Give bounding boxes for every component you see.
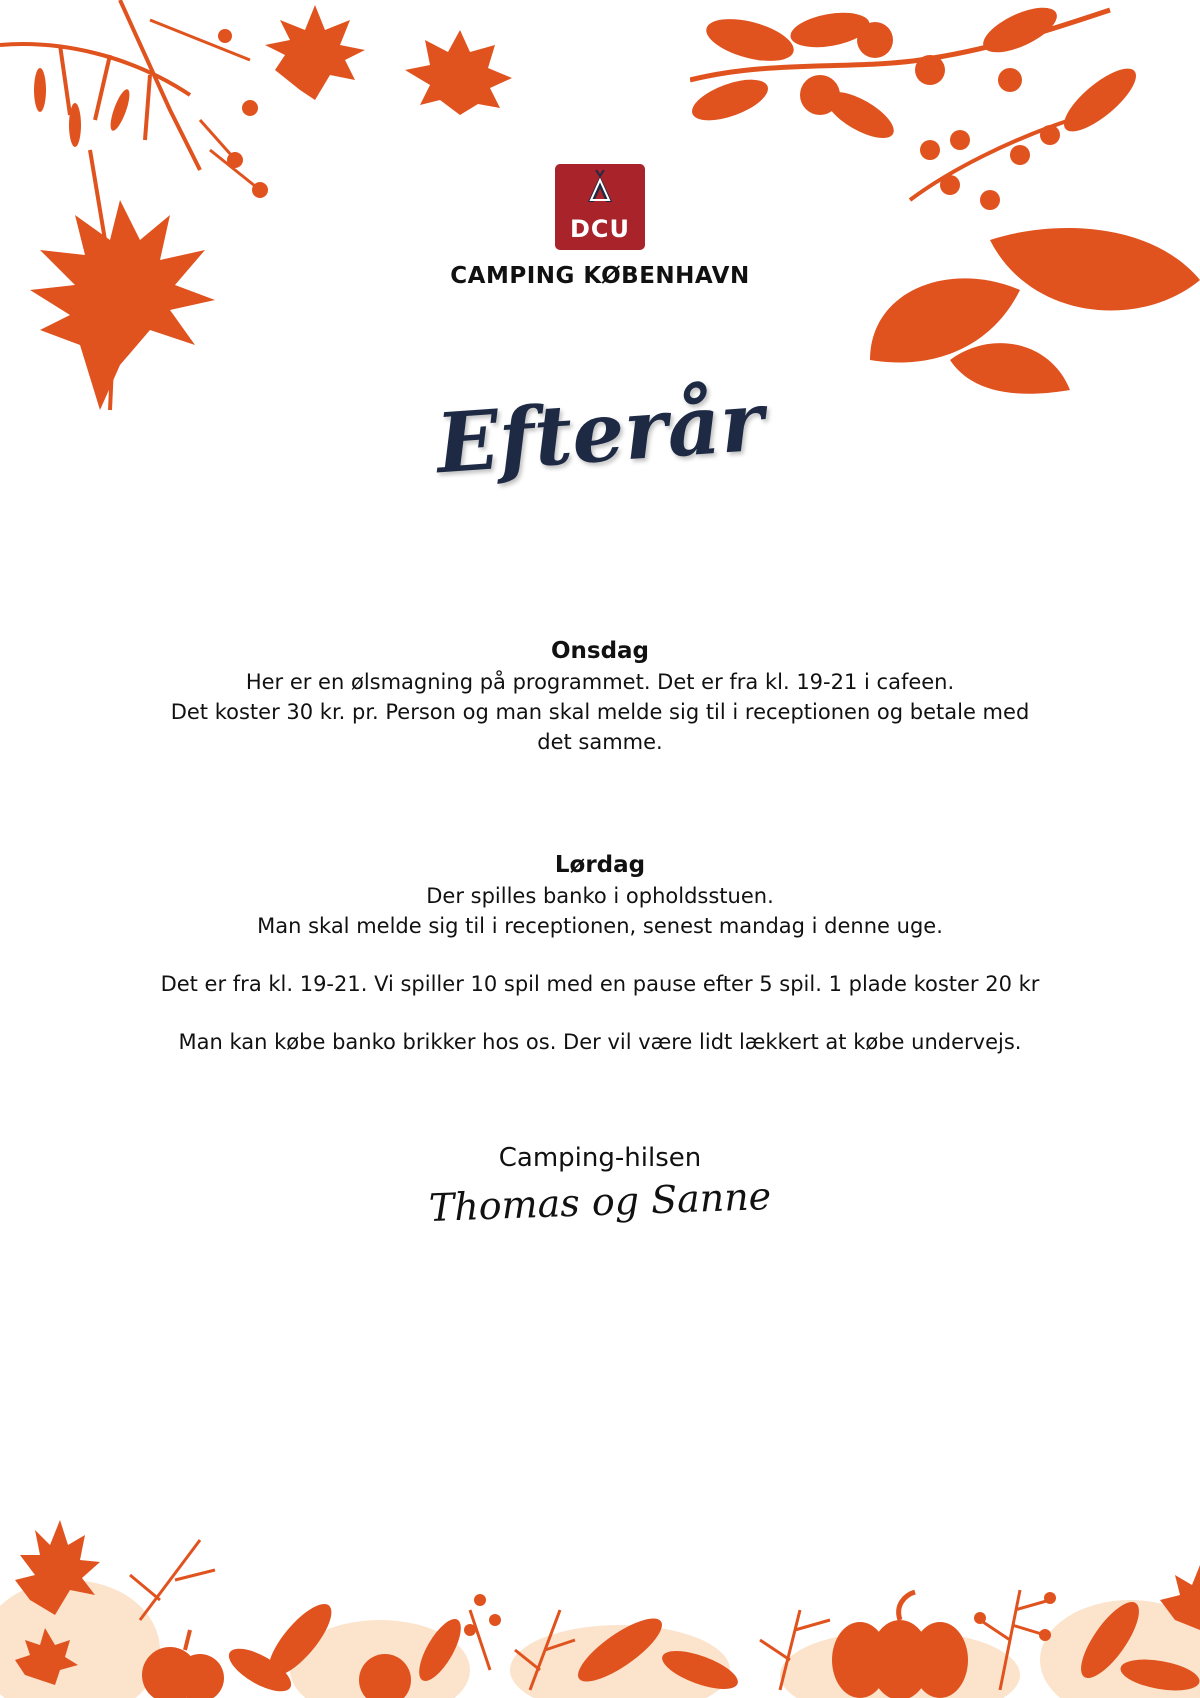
signature: Thomas og Sanne — [428, 1174, 772, 1230]
page-title: Efterår — [433, 373, 767, 493]
company-name: CAMPING KØBENHAVN — [450, 263, 750, 289]
section-line: Det koster 30 kr. pr. Person og man skal melde sig til i receptionen og betale med — [170, 700, 1030, 724]
badge-text: DCU — [569, 215, 631, 243]
logo — [0, 164, 1200, 289]
section-onsdag — [100, 635, 1100, 757]
autumn-border-bottom-icon — [0, 1500, 1200, 1698]
section-line: Der spilles banko i opholdsstuen. — [426, 884, 774, 908]
section-line: Her er en ølsmagning på programmet. Det er fra kl. 19-21 i cafeen. — [245, 670, 955, 694]
section-line: Man skal melde sig til i receptionen, senest mandag i denne uge. — [257, 914, 943, 938]
section-heading: Lørdag — [554, 852, 646, 878]
section-line: Man kan købe banko brikker hos os. Der vil være lidt lækkert at købe undervejs. — [178, 1030, 1022, 1054]
dcu-badge — [555, 164, 645, 250]
closing-greeting: Camping-hilsen — [498, 1143, 702, 1173]
section-lordag — [100, 849, 1100, 1057]
section-heading: Onsdag — [550, 638, 650, 664]
tent-icon — [586, 170, 614, 204]
section-line: det samme. — [537, 730, 663, 754]
section-line: Det er fra kl. 19-21. Vi spiller 10 spil med en pause efter 5 spil. 1 plade koster 20 kr — [160, 972, 1040, 996]
